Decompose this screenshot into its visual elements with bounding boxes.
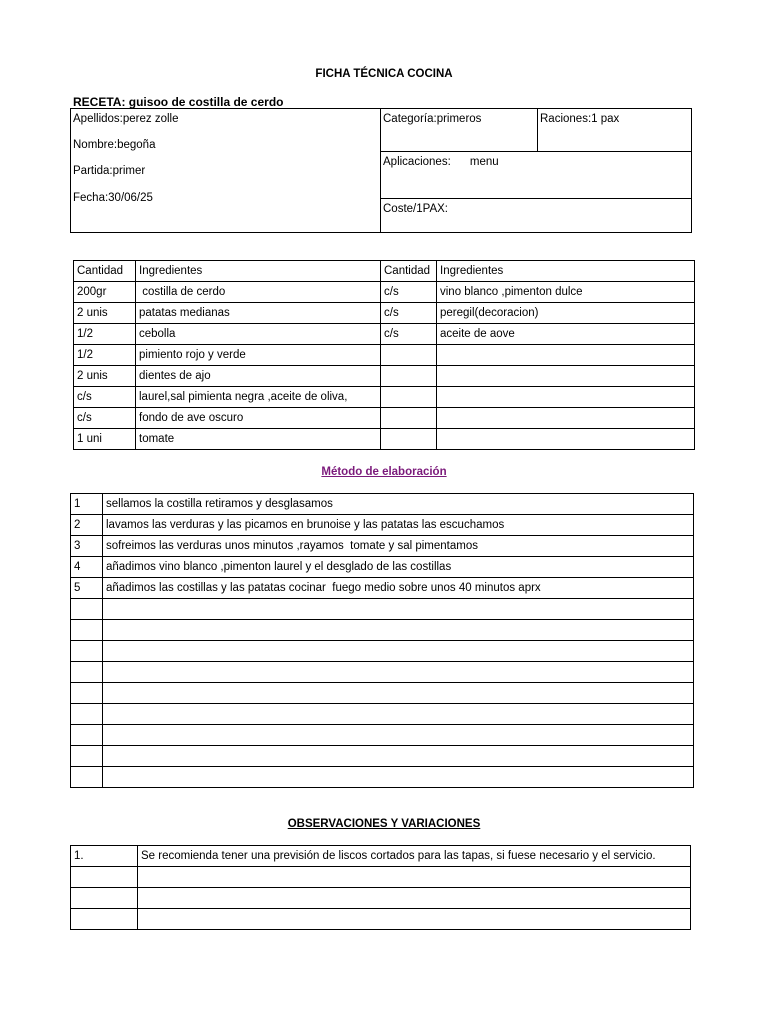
table-row [74, 282, 695, 303]
observation-number-cell: 1. [71, 846, 138, 867]
table-header-row [74, 261, 695, 282]
observations-title: OBSERVACIONES Y VARIACIONES [287, 818, 481, 830]
step-row [71, 725, 694, 746]
ingredient-cell [437, 345, 695, 366]
step-row [71, 515, 694, 536]
observation-row [71, 909, 691, 930]
step-row [71, 704, 694, 725]
column-header: Cantidad [74, 261, 136, 282]
step-number-cell: 2 [71, 515, 103, 536]
step-row [71, 536, 694, 557]
table-row [74, 303, 695, 324]
column-header: Ingredientes [437, 261, 695, 282]
quantity-cell: c/s [381, 324, 437, 345]
step-number-cell: 4 [71, 557, 103, 578]
coste-cell [381, 199, 691, 232]
step-number-cell [71, 620, 103, 641]
step-text-cell: añadimos vino blanco ,pimenton laurel y el desglado de las costillas [103, 557, 694, 578]
step-row [71, 578, 694, 599]
ingredient-cell [437, 429, 695, 450]
author-info [70, 108, 381, 233]
step-number-cell [71, 725, 103, 746]
ingredient-cell [437, 387, 695, 408]
step-text-cell: sellamos la costilla retiramos y desglasamos [103, 494, 694, 515]
step-number-cell [71, 662, 103, 683]
ingredient-cell: peregil(decoracion) [437, 303, 695, 324]
aplicaciones-field: Aplicaciones: menu [383, 156, 499, 168]
partida-field: Partida:primer [73, 165, 146, 177]
step-number-cell: 1 [71, 494, 103, 515]
quantity-cell: c/s [74, 387, 136, 408]
quantity-cell: 1/2 [74, 324, 136, 345]
ingredient-cell: laurel,sal pimienta negra ,aceite de oliva, [136, 387, 381, 408]
observation-row [71, 888, 691, 909]
step-number-cell [71, 767, 103, 788]
step-text-cell [103, 704, 694, 725]
step-text-cell [103, 662, 694, 683]
column-header: Cantidad [381, 261, 437, 282]
quantity-cell: 1 uni [74, 429, 136, 450]
observation-row [71, 867, 691, 888]
coste-field: Coste/1PAX: [383, 203, 448, 215]
table-row [74, 408, 695, 429]
ingredient-cell: fondo de ave oscuro [136, 408, 381, 429]
quantity-cell [381, 387, 437, 408]
page-title: FICHA TÉCNICA COCINA [315, 68, 453, 80]
table-row [74, 429, 695, 450]
ingredient-cell: tomate [136, 429, 381, 450]
step-text-cell [103, 683, 694, 704]
header-box [70, 108, 690, 233]
step-row [71, 662, 694, 683]
step-number-cell: 5 [71, 578, 103, 599]
step-row [71, 557, 694, 578]
step-row [71, 746, 694, 767]
observation-number-cell [71, 888, 138, 909]
step-text-cell [103, 767, 694, 788]
table-row [74, 345, 695, 366]
table-row [74, 324, 695, 345]
ingredients-table [73, 260, 695, 450]
quantity-cell: 200gr [74, 282, 136, 303]
step-number-cell [71, 641, 103, 662]
nombre-field: Nombre:begoña [73, 139, 156, 151]
quantity-cell: c/s [381, 282, 437, 303]
aplicaciones-cell [381, 152, 691, 199]
ingredient-cell: pimiento rojo y verde [136, 345, 381, 366]
step-text-cell [103, 620, 694, 641]
ingredient-cell: costilla de cerdo [136, 282, 381, 303]
method-title: Método de elaboración [321, 466, 447, 478]
raciones-field: Raciones:1 pax [540, 113, 620, 125]
recipe-meta [380, 108, 692, 233]
step-number-cell [71, 746, 103, 767]
step-text-cell [103, 725, 694, 746]
table-row [74, 387, 695, 408]
categoria-cell [381, 109, 538, 152]
observation-text-cell [138, 888, 691, 909]
step-text-cell: sofreimos las verduras unos minutos ,rayamos tomate y sal pimentamos [103, 536, 694, 557]
step-row [71, 620, 694, 641]
step-row [71, 494, 694, 515]
step-number-cell [71, 704, 103, 725]
recipe-name: RECETA: guisoo de costilla de cerdo [73, 95, 284, 109]
observation-number-cell [71, 867, 138, 888]
step-text-cell [103, 641, 694, 662]
ingredient-cell [437, 366, 695, 387]
quantity-cell [381, 366, 437, 387]
observations-table [70, 845, 691, 930]
ingredient-cell: aceite de aove [437, 324, 695, 345]
step-text-cell [103, 599, 694, 620]
step-row [71, 599, 694, 620]
step-number-cell: 3 [71, 536, 103, 557]
quantity-cell [381, 429, 437, 450]
ingredient-cell: dientes de ajo [136, 366, 381, 387]
step-row [71, 641, 694, 662]
quantity-cell: c/s [381, 303, 437, 324]
ingredient-cell: patatas medianas [136, 303, 381, 324]
quantity-cell [381, 408, 437, 429]
apellidos-field: Apellidos:perez zolle [73, 113, 179, 125]
quantity-cell: 2 unis [74, 366, 136, 387]
ingredient-cell [437, 408, 695, 429]
categoria-field: Categoría:primeros [383, 113, 482, 125]
column-header: Ingredientes [136, 261, 381, 282]
quantity-cell: c/s [74, 408, 136, 429]
observation-text-cell [138, 867, 691, 888]
quantity-cell: 2 unis [74, 303, 136, 324]
raciones-cell [538, 109, 691, 152]
ingredient-cell: cebolla [136, 324, 381, 345]
observation-text-cell: Se recomienda tener una previsión de liscos cortados para las tapas, si fuese necesario y el servicio. [138, 846, 691, 867]
step-number-cell [71, 599, 103, 620]
quantity-cell: 1/2 [74, 345, 136, 366]
step-row [71, 767, 694, 788]
step-text-cell [103, 746, 694, 767]
step-row [71, 683, 694, 704]
observation-row [71, 846, 691, 867]
observation-number-cell [71, 909, 138, 930]
step-number-cell [71, 683, 103, 704]
observation-text-cell [138, 909, 691, 930]
table-row [74, 366, 695, 387]
step-text-cell: lavamos las verduras y las picamos en brunoise y las patatas las escuchamos [103, 515, 694, 536]
method-table [70, 493, 694, 788]
step-text-cell: añadimos las costillas y las patatas cocinar fuego medio sobre unos 40 minutos aprx [103, 578, 694, 599]
quantity-cell [381, 345, 437, 366]
ingredient-cell: vino blanco ,pimenton dulce [437, 282, 695, 303]
fecha-field: Fecha:30/06/25 [73, 192, 153, 204]
